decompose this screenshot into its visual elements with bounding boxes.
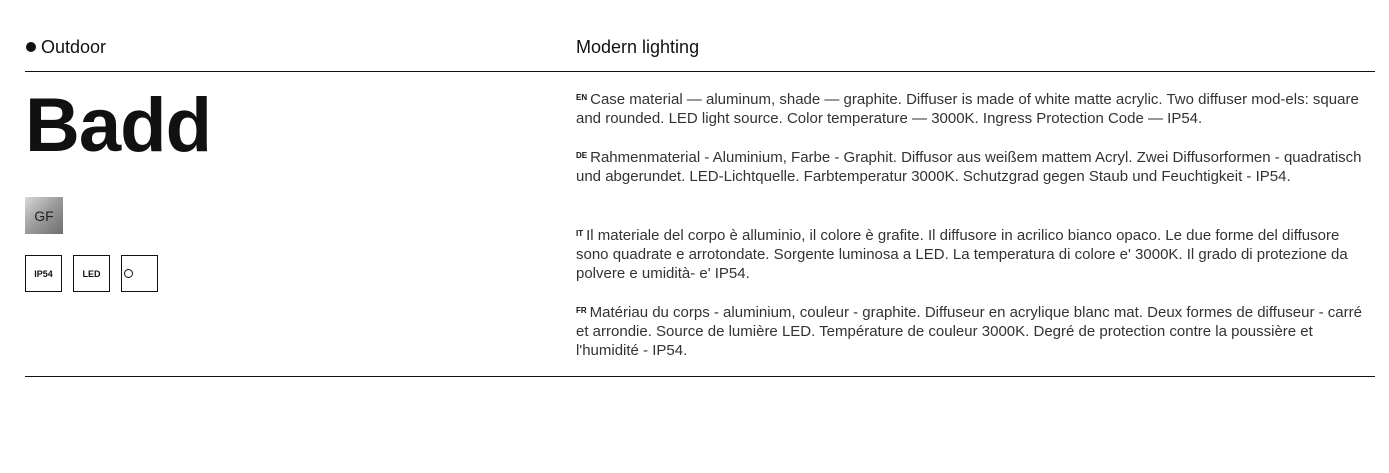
description-de: [576, 146, 1372, 186]
spec-badges: [25, 255, 158, 292]
top-divider: [25, 71, 1375, 72]
lang-tag-de: DE: [576, 151, 588, 160]
bottom-divider: [25, 376, 1375, 377]
ip54-badge-label: IP54: [34, 268, 53, 279]
led-badge: [73, 255, 110, 292]
ring-icon: [124, 269, 133, 278]
finish-code: GF: [34, 207, 54, 224]
product-title: Badd: [25, 83, 211, 168]
description-en-text: Case material — aluminum, shade — graphite. Diffuser is made of white matte acrylic. Two diffuser mod-els: square and rounded. LED light source. Color temperature — 3000K. Ingress Protection Code — IP54.: [576, 91, 1359, 127]
lang-tag-it: IT: [576, 229, 584, 238]
description-en: [576, 88, 1372, 128]
category-text: Outdoor: [41, 37, 107, 57]
section-title: Modern lighting: [576, 37, 700, 57]
led-badge-label: LED: [82, 268, 101, 279]
description-fr: [576, 301, 1372, 360]
description-it-text: Il materiale del corpo è alluminio, il colore è grafite. Il diffusore in acrilico bianco opaco. Le due forme del diffusore sono quadrate e arrotondate. Sorgente luminosa a LED. La temperatura di colore e' 3000K. Il grado di protezione da polvere e umidità- e' IP54.: [576, 227, 1348, 282]
bullet-icon: [26, 42, 36, 52]
description-it: [576, 224, 1372, 283]
category-label: [26, 36, 106, 58]
ip54-badge: [25, 255, 62, 292]
light-source-badge: [121, 255, 158, 292]
description-de-text: Rahmenmaterial - Aluminium, Farbe - Graphit. Diffusor aus weißem mattem Acryl. Zwei Diffusorformen - quadratisch und abgerundet. LED-Lichtquelle. Farbtemperatur 3000K. Schutzgrad gegen Staub und Feuchtigkeit - IP54.: [576, 149, 1362, 185]
finish-swatch: [25, 197, 63, 234]
description-fr-text: Matériau du corps - aluminium, couleur - graphite. Diffuseur en acrylique blanc mat. Deux formes de diffuseur - carré et arrondie. Source de lumière LED. Température de couleur 3000K. Degré de protection contre la poussière et l'humidité - IP54.: [576, 304, 1362, 359]
lang-tag-en: EN: [576, 93, 588, 102]
lang-tag-fr: FR: [576, 306, 587, 315]
